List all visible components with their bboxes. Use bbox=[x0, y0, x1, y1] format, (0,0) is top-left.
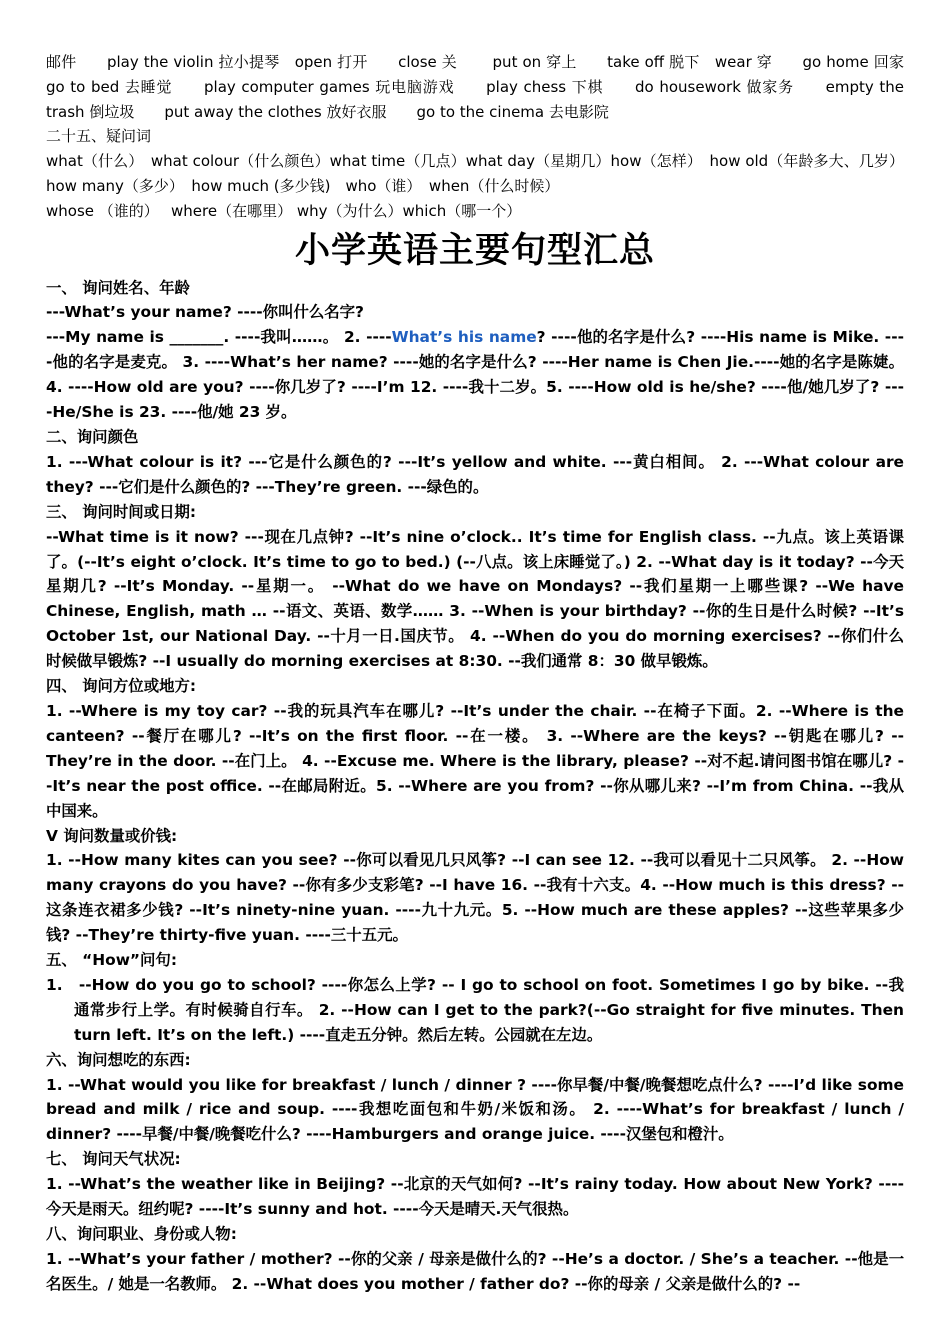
paragraph-food: 1. --What would you like for breakfast / lunch / dinner ? ----你早餐/中餐/晚餐想吃点什么? ----I’d like some bread and milk / rice and soup. ----我想吃面包和牛奶/米饭和汤。 2. ----What’s for breakfast / lunch / dinner? ----早餐/中餐/晚餐吃什么? ----Hamburgers and orange juice. ----汉堡包和橙汁。 bbox=[46, 1075, 904, 1144]
section-heading-time: 三、 询问时间或日期: bbox=[46, 502, 197, 521]
section-heading-food: 六、询问想吃的东西: bbox=[46, 1050, 191, 1069]
paragraph-name-2 bbox=[46, 325, 904, 425]
paragraph-weather: 1. --What’s the weather like in Beijing? --北京的天气如何? --It’s rainy today. How about New York? ----今天是雨天。纽约呢? ----It’s sunny and hot. ----今天是晴天.天气很热。 bbox=[46, 1175, 904, 1219]
sentence-patterns bbox=[46, 276, 904, 1297]
paragraph-job: 1. --What’s your father / mother? --你的父亲 / 母亲是做什么的? --He’s a doctor. / She’s a teacher. --他是一名医生。/ 她是一名教师。 2. --What does you mother / father do? --你的母亲 / 父亲是做什么的? -- bbox=[46, 1249, 904, 1293]
section-heading-quantity: V 询问数量或价钱: bbox=[46, 826, 178, 845]
section-heading-job: 八、询问职业、身份或人物: bbox=[46, 1225, 237, 1244]
section-heading-weather: 七、 询问天气状况: bbox=[46, 1150, 181, 1169]
page-title: 小学英语主要句型汇总 bbox=[294, 229, 655, 271]
text-run: ? ----他的名字是什么? ----His name is Mike. ----他的名字是麦克。 3. ----What’s her name? ----她的名字是什么? ----Her name is Chen Jie.----她的名字是陈婕。4. ----How old are you? ----你几岁了? ----I’m 12. ----我十二岁。5. ----How old is he/she? ----他/她几岁了? ----He/She is 23. ----他/她 23 岁。 bbox=[46, 328, 904, 422]
section-heading-name-age: 一、 询问姓名、年龄 bbox=[46, 278, 190, 297]
highlight-text: What’s his name bbox=[391, 328, 537, 347]
paragraph-name-1: ---What’s your name? ----你叫什么名字? bbox=[46, 303, 364, 322]
section-heading-colour: 二、询问颜色 bbox=[46, 428, 139, 447]
section-heading-how: 五、 “How”问句: bbox=[46, 951, 177, 970]
paragraph-how: 1. --How do you go to school? ----你怎么上学? -- I go to school on foot. Sometimes I go by bike. --我通常步行上学。有时候骑自行车。 2. --How can I get to the park?(--Go straight for five minutes. Then turn left. It’s on the left.) ----直走五分钟。然后左转。公园就在左边。 bbox=[46, 975, 904, 1044]
text-run: ---My name is _______. ----我叫……。 2. ---- bbox=[46, 328, 392, 347]
section-heading-place: 四、 询问方位或地方: bbox=[46, 677, 197, 696]
vocab-line-actions: 邮件 play the violin 拉小提琴 open 打开 close 关 put on 穿上 take off 脱下 wear 穿 go home 回家 go to bed 去睡觉 play computer games 玩电脑游戏 play chess 下棋 do housework 做家务 empty the trash 倒垃圾 put away the clothes 放好衣服 go to the cinema 去电影院 bbox=[46, 53, 935, 121]
paragraph-colour: 1. ---What colour is it? ---它是什么颜色的? ---It’s yellow and white. ---黄白相间。 2. ---What colour are they? ---它们是什么颜色的? ---They’re green. ---绿色的。 bbox=[46, 452, 904, 496]
vocab-line-question-words-2: whose （谁的） where（在哪里） why（为什么）which（哪一个） bbox=[46, 201, 522, 220]
section-heading-question-words: 二十五、疑问词 bbox=[46, 127, 152, 146]
vocabulary-block bbox=[46, 50, 935, 224]
paragraph-place: 1. --Where is my toy car? --我的玩具汽车在哪儿? --It’s under the chair. --在椅子下面。2. --Where is the canteen? --餐厅在哪儿? --It’s on the first floor. --在一楼。 3. --Where are the keys? --钥匙在哪儿? --They’re in the door. --在门上。 4. --Excuse me. Where is the library, please? --对不起.请问图书馆在哪儿? --It’s near the post office. --在邮局附近。5. --Where are you from? --你从哪儿来? --I’m from China. --我从中国来。 bbox=[46, 701, 904, 820]
paragraph-time: --What time is it now? ---现在几点钟? --It’s nine o’clock.. It’s time for English class. --九点。该上英语课了。(--It’s eight o’clock. It’s time to go to bed.) (--八点。该上床睡觉了。) 2. --What day is it today? --今天星期几? --It’s Monday. --星期一。 --What do we have on Mondays? --我们星期一上哪些课? --We have Chinese, English, math … --语文、英语、数学…… 3. --When is your birthday? --你的生日是什么时候? --It’s October 1st, our National Day. --十月一日.国庆节。 4. --When do you do morning exercises? --你们什么时候做早锻炼? --I usually do morning exercises at 8:30. --我们通常 8：30 做早锻炼。 bbox=[46, 527, 904, 671]
vocab-line-question-words: what（什么） what colour（什么颜色）what time（几点）what day（星期几）how（怎样） how old（年龄多大、几岁）how many（多少） how much (多少钱) who（谁） when（什么时候） bbox=[46, 152, 904, 195]
paragraph-quantity: 1. --How many kites can you see? --你可以看见几只风筝? --I can see 12. --我可以看见十二只风筝。 2. --How many crayons do you have? --你有多少支彩笔? --I have 16. --我有十六支。4. --How much is this dress? --这条连衣裙多少钱? --It’s ninety-nine yuan. ----九十九元。5. --How much are these apples? --这些苹果多少钱? --They’re thirty-five yuan. ----三十五元。 bbox=[46, 851, 904, 945]
